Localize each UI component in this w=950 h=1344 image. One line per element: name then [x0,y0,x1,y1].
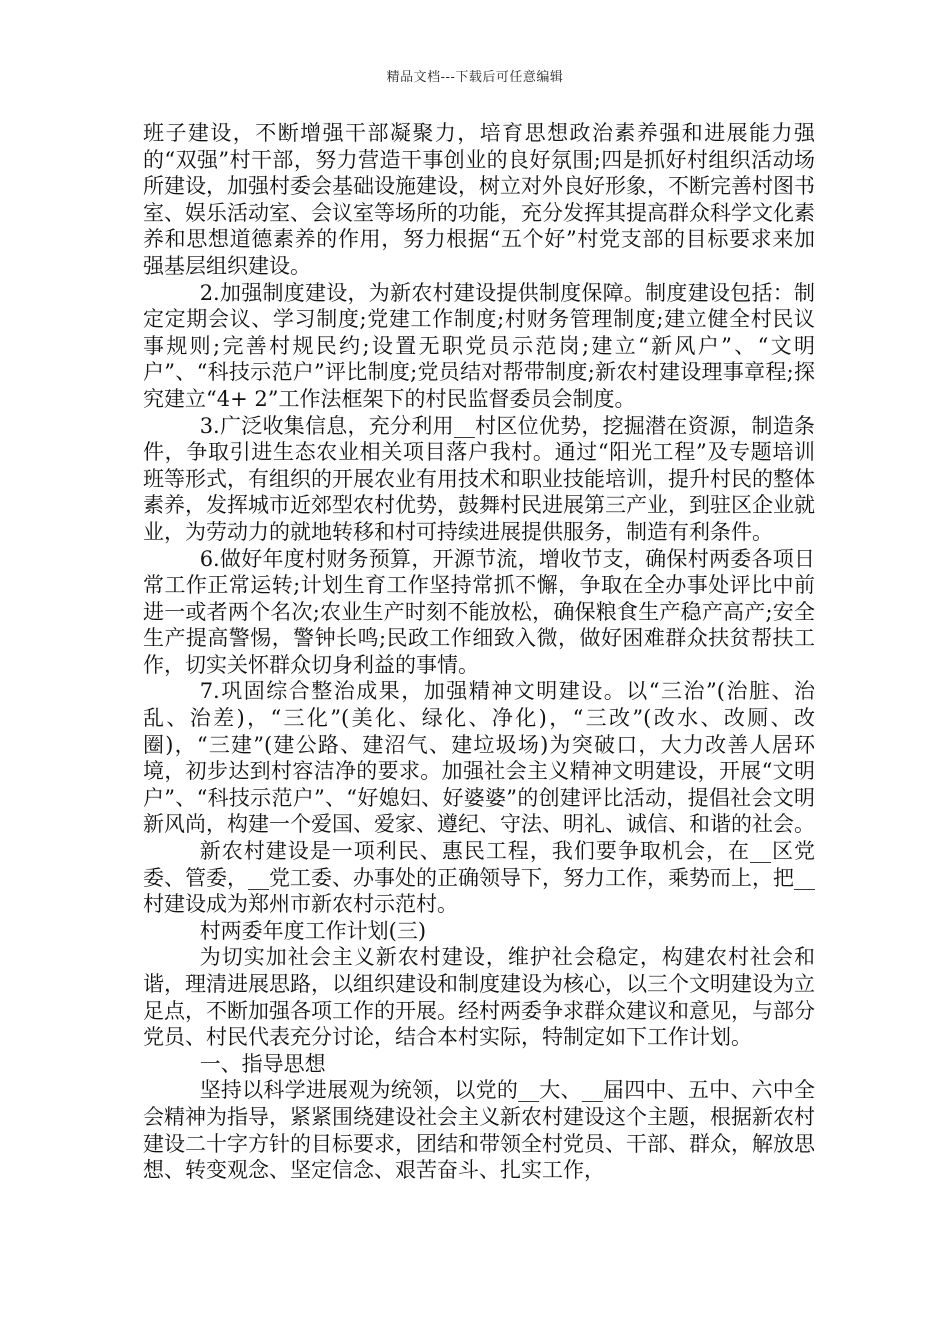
paragraph-8: 坚持以科学进展观为统领，以党的__大、__届四中、五中、六中全会精神为指导，紧紧围绕建设社会主义新农村建设这个主题，根据新农村建设二十字方针的目标要求，团结和带领全村党员、干部、群众，解放思想、转变观念、坚定信念、艰苦奋斗、扎实工作， [143,1078,815,1183]
paragraph-3: 3.广泛收集信息，充分利用__村区位优势，挖掘潜在资源，制造条件，争取引进生态农业相关项目落户我村。通过“阳光工程”及专题培训班等形式，有组织的开展农业有用技术和职业技能培训，提升村民的整体素养，发挥城市近郊型农村优势，鼓舞村民进展第三产业，到驻区企业就业，为劳动力的就地转移和村可持续进展提供服务，制造有利条件。 [143,413,815,544]
paragraph-4: 6.做好年度村财务预算，开源节流，增收节支，确保村两委各项日常工作正常运转;计划生育工作坚持常抓不懈，争取在全办事处评比中前进一或者两个名次;农业生产时刻不能放松，确保粮食生产稳产高产;安全生产提高警惕，警钟长鸣;民政工作细致入微，做好困难群众扶贫帮扶工作，切实关怀群众切身利益的事情。 [143,546,815,677]
paragraph-5: 7.巩固综合整治成果，加强精神文明建设。以“三治”(治脏、治乱、治差)，“三化”(美化、绿化、净化)，“三改”(改水、改厕、改圈)，“三建”(建公路、建沼气、建垃圾场)为突破口，大力改善人居环境，初步达到村容洁净的要求。加强社会主义精神文明建设，开展“文明户”、“科技示范户”、“好媳妇、好婆婆”的创建评比活动，提倡社会文明新风尚，构建一个爱国、爱家、遵纪、守法、明礼、诚信、和谐的社会。 [143,679,815,837]
paragraph-6: 新农村建设是一项利民、惠民工程，我们要争取机会，在__区党委、管委，__党工委、办事处的正确领导下，努力工作，乘势而上，把__村建设成为郑州市新农村示范村。 [143,839,815,917]
page-header: 精品文档---下载后可任意编辑 [386,70,564,85]
paragraph-1: 班子建设，不断增强干部凝聚力，培育思想政治素养强和进展能力强的“双强”村干部，努力营造干事创业的良好氛围;四是抓好村组织活动场所建设，加强村委会基础设施建设，树立对外良好形象，不断完善村图书室、娱乐活动室、会议室等场所的功能，充分发挥其提高群众科学文化素养和思想道德素养的作用，努力根据“五个好”村党支部的目标要求来加强基层组织建设。 [143,121,815,278]
document-body [143,120,815,1184]
section-title: 村两委年度工作计划(三) [199,918,427,943]
paragraph-2: 2.加强制度建设，为新农村建设提供制度保障。制度建设包括：制定定期会议、学习制度;党建工作制度;村财务管理制度;建立健全村民议事规则;完善村规民约;设置无职党员示范岗;建立“新风户”、“文明户”、“科技示范户”评比制度;党员结对帮带制度;新农村建设理事章程;探究建立“4+ 2”工作法框架下的村民监督委员会制度。 [143,280,815,411]
paragraph-7: 为切实加社会主义新农村建设，维护社会稳定，构建农村社会和谐，理清进展思路，以组织建设和制度建设为核心，以三个文明建设为立足点，不断加强各项工作的开展。经村两委争求群众建议和意见，与部分党员、村民代表充分讨论，结合本村实际，特制定如下工作计划。 [143,945,815,1050]
section-heading: 一、指导思想 [199,1051,326,1076]
